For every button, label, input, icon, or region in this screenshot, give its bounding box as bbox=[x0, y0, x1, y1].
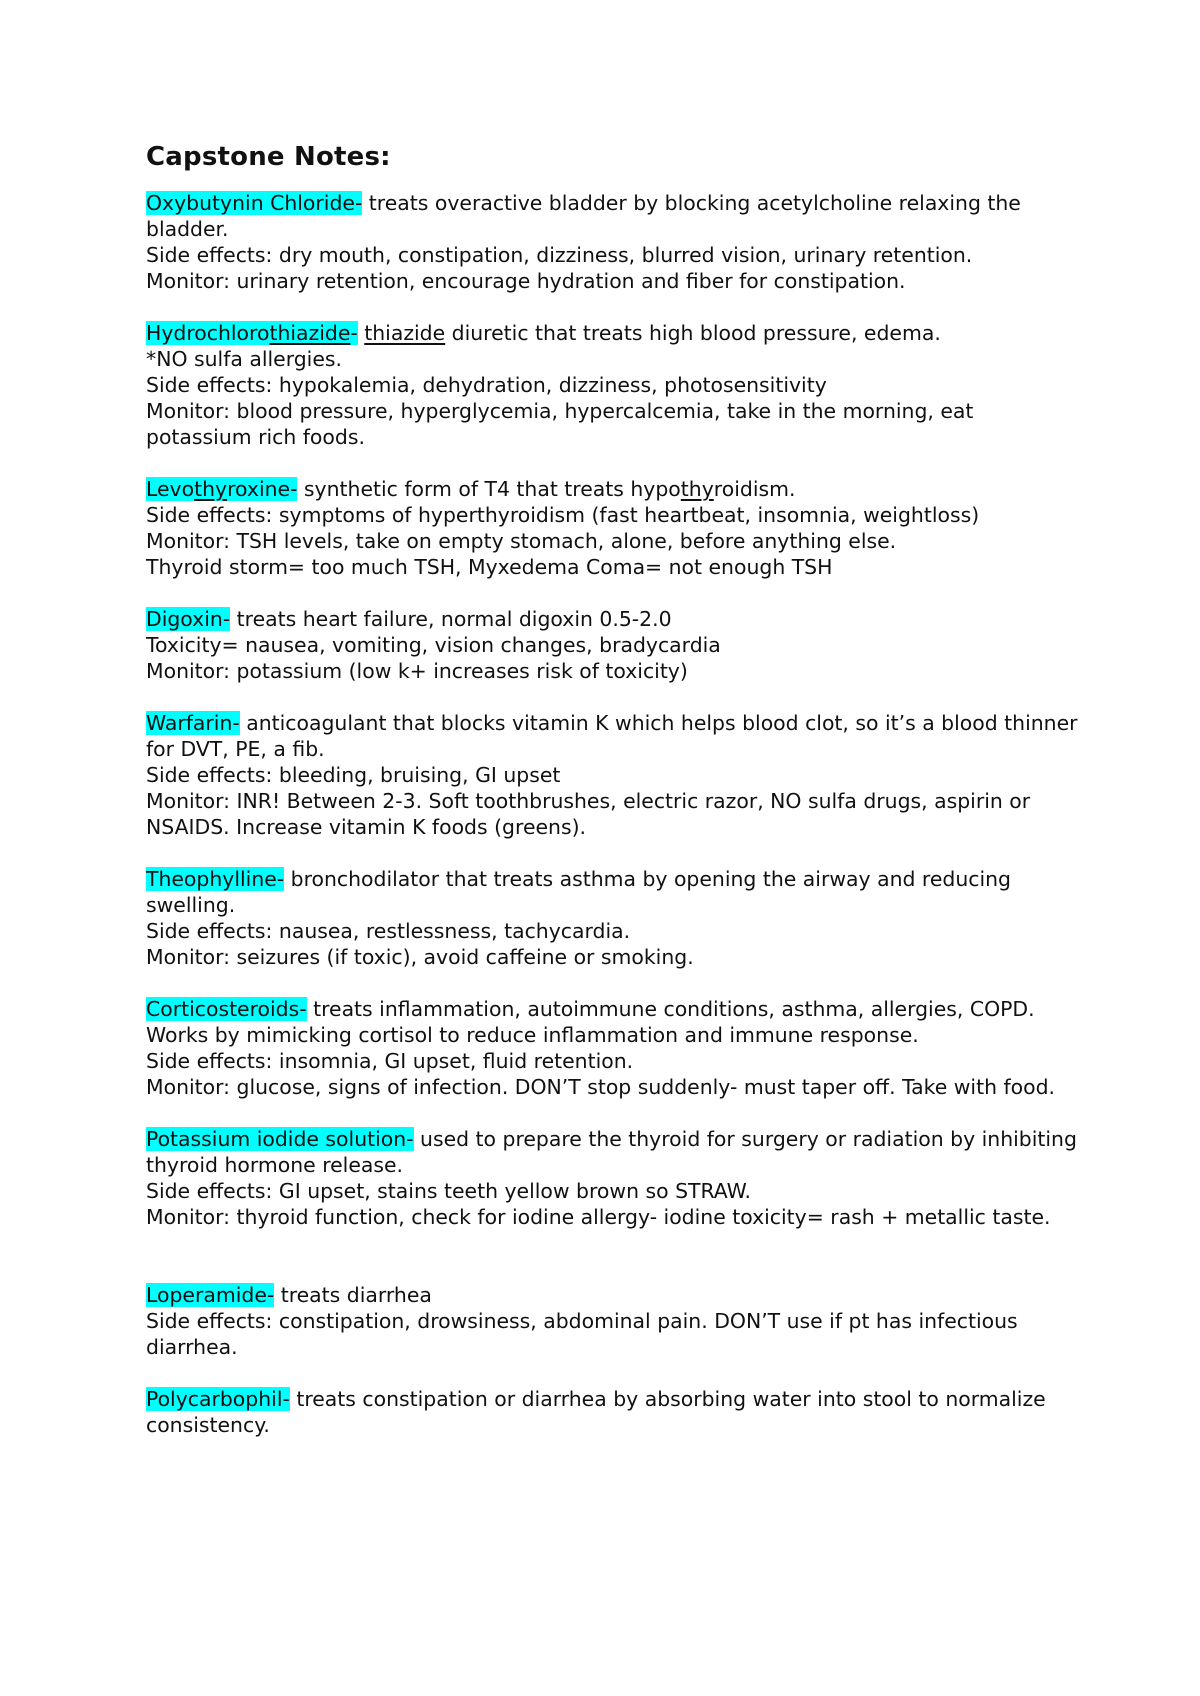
drug-description-part: thy bbox=[680, 477, 714, 501]
drug-heading-line bbox=[146, 866, 1080, 918]
drug-name-part: Oxybutynin Chloride- bbox=[146, 191, 363, 215]
drug-description-part: treats constipation or diarrhea by absorbing water into stool to normalize consistency. bbox=[146, 1387, 1046, 1437]
drug-heading-line bbox=[146, 606, 1080, 632]
drug-detail-line: Side effects: bleeding, bruising, GI upset bbox=[146, 763, 561, 787]
drug-entry bbox=[146, 996, 1080, 1100]
drug-detail-line: Side effects: insomnia, GI upset, fluid retention. bbox=[146, 1049, 634, 1073]
drug-description-part: treats diarrhea bbox=[274, 1283, 432, 1307]
drug-entry bbox=[146, 606, 1080, 684]
drug-description-part: treats inflammation, autoimmune conditions, asthma, allergies, COPD. Works by mimicking cortisol to reduce inflammation and immune response. bbox=[146, 997, 1035, 1047]
drug-name bbox=[146, 191, 362, 215]
drug-name-part: Corticosteroids- bbox=[146, 997, 307, 1021]
drug-entry bbox=[146, 1386, 1080, 1438]
drug-name-part: thiazide bbox=[269, 321, 351, 345]
drug-list bbox=[146, 190, 1080, 1438]
drug-name bbox=[146, 711, 240, 735]
drug-heading-line bbox=[146, 476, 1080, 502]
drug-detail-line: Side effects: constipation, drowsiness, abdominal pain. DON’T use if pt has infectious diarrhea. bbox=[146, 1309, 1018, 1359]
drug-heading-line bbox=[146, 996, 1080, 1048]
drug-heading-line bbox=[146, 710, 1080, 762]
drug-heading-line bbox=[146, 1386, 1080, 1438]
drug-detail-line: Monitor: glucose, signs of infection. DON’T stop suddenly- must taper off. Take with food. bbox=[146, 1075, 1056, 1099]
drug-detail-line: Monitor: potassium (low k+ increases risk of toxicity) bbox=[146, 659, 688, 683]
drug-detail-line: Monitor: TSH levels, take on empty stomach, alone, before anything else. bbox=[146, 529, 897, 553]
drug-name bbox=[146, 1127, 414, 1151]
drug-name-part: Hydrochloro bbox=[146, 321, 270, 345]
drug-description-part: diuretic that treats high blood pressure, edema. bbox=[445, 321, 941, 345]
drug-detail-line: Side effects: nausea, restlessness, tachycardia. bbox=[146, 919, 631, 943]
drug-name bbox=[146, 867, 284, 891]
drug-name bbox=[146, 321, 358, 345]
drug-detail-line: *NO sulfa allergies. bbox=[146, 347, 343, 371]
drug-description-part: anticoagulant that blocks vitamin K which helps blood clot, so it’s a blood thinner for DVT, PE, a fib. bbox=[146, 711, 1078, 761]
drug-entry bbox=[146, 710, 1080, 840]
drug-description-part: bronchodilator that treats asthma by opening the airway and reducing swelling. bbox=[146, 867, 1012, 917]
drug-detail-line: Monitor: INR! Between 2-3. Soft toothbrushes, electric razor, NO sulfa drugs, aspirin or NSAIDS. Increase vitamin K foods (greens). bbox=[146, 789, 1031, 839]
drug-heading-line bbox=[146, 190, 1080, 242]
drug-detail-line: Side effects: symptoms of hyperthyroidism (fast heartbeat, insomnia, weightloss) bbox=[146, 503, 980, 527]
drug-name-part: Potassium iodide solution- bbox=[146, 1127, 414, 1151]
drug-heading-line bbox=[146, 320, 1080, 346]
drug-name-part: thy bbox=[194, 477, 228, 501]
drug-detail-line: Side effects: hypokalemia, dehydration, dizziness, photosensitivity bbox=[146, 373, 827, 397]
drug-detail-line: Side effects: GI upset, stains teeth yellow brown so STRAW. bbox=[146, 1179, 751, 1203]
drug-name-part: Levo bbox=[146, 477, 195, 501]
page-title: Capstone Notes: bbox=[146, 142, 391, 172]
drug-name-part: Polycarbophil- bbox=[146, 1387, 290, 1411]
drug-detail-line: Monitor: seizures (if toxic), avoid caffeine or smoking. bbox=[146, 945, 694, 969]
drug-name-part: - bbox=[350, 321, 358, 345]
drug-description-part: thiazide bbox=[364, 321, 446, 345]
drug-entry bbox=[146, 1282, 1080, 1360]
drug-name-part: roxine- bbox=[227, 477, 298, 501]
drug-name bbox=[146, 1283, 274, 1307]
drug-entry bbox=[146, 320, 1080, 450]
drug-heading-line bbox=[146, 1282, 1080, 1308]
drug-entry bbox=[146, 1126, 1080, 1230]
drug-entry bbox=[146, 866, 1080, 970]
drug-name-part: Loperamide- bbox=[146, 1283, 275, 1307]
drug-detail-line: Monitor: urinary retention, encourage hydration and fiber for constipation. bbox=[146, 269, 906, 293]
drug-detail-line: Side effects: dry mouth, constipation, dizziness, blurred vision, urinary retention. bbox=[146, 243, 973, 267]
drug-detail-line: Thyroid storm= too much TSH, Myxedema Coma= not enough TSH bbox=[146, 555, 833, 579]
drug-name bbox=[146, 997, 307, 1021]
drug-detail-line: Monitor: blood pressure, hyperglycemia, hypercalcemia, take in the morning, eat potassium rich foods. bbox=[146, 399, 974, 449]
drug-description-part: treats overactive bladder by blocking acetylcholine relaxing the bladder. bbox=[146, 191, 1021, 241]
drug-name bbox=[146, 607, 230, 631]
drug-name-part: Theophylline- bbox=[146, 867, 285, 891]
drug-name-part: Warfarin- bbox=[146, 711, 240, 735]
drug-entry bbox=[146, 476, 1080, 580]
drug-description-part: synthetic form of T4 that treats hypo bbox=[297, 477, 681, 501]
drug-description-part: used to prepare the thyroid for surgery or radiation by inhibiting thyroid hormone release. bbox=[146, 1127, 1077, 1177]
drug-entry bbox=[146, 190, 1080, 294]
drug-detail-line: Toxicity= nausea, vomiting, vision changes, bradycardia bbox=[146, 633, 721, 657]
drug-detail-line: Monitor: thyroid function, check for iodine allergy- iodine toxicity= rash + metallic taste. bbox=[146, 1205, 1051, 1229]
drug-description-part: treats heart failure, normal digoxin 0.5-2.0 bbox=[230, 607, 672, 631]
drug-heading-line bbox=[146, 1126, 1080, 1178]
drug-description-part: roidism. bbox=[713, 477, 796, 501]
drug-name bbox=[146, 1387, 290, 1411]
drug-name-part: Digoxin- bbox=[146, 607, 231, 631]
drug-name bbox=[146, 477, 297, 501]
